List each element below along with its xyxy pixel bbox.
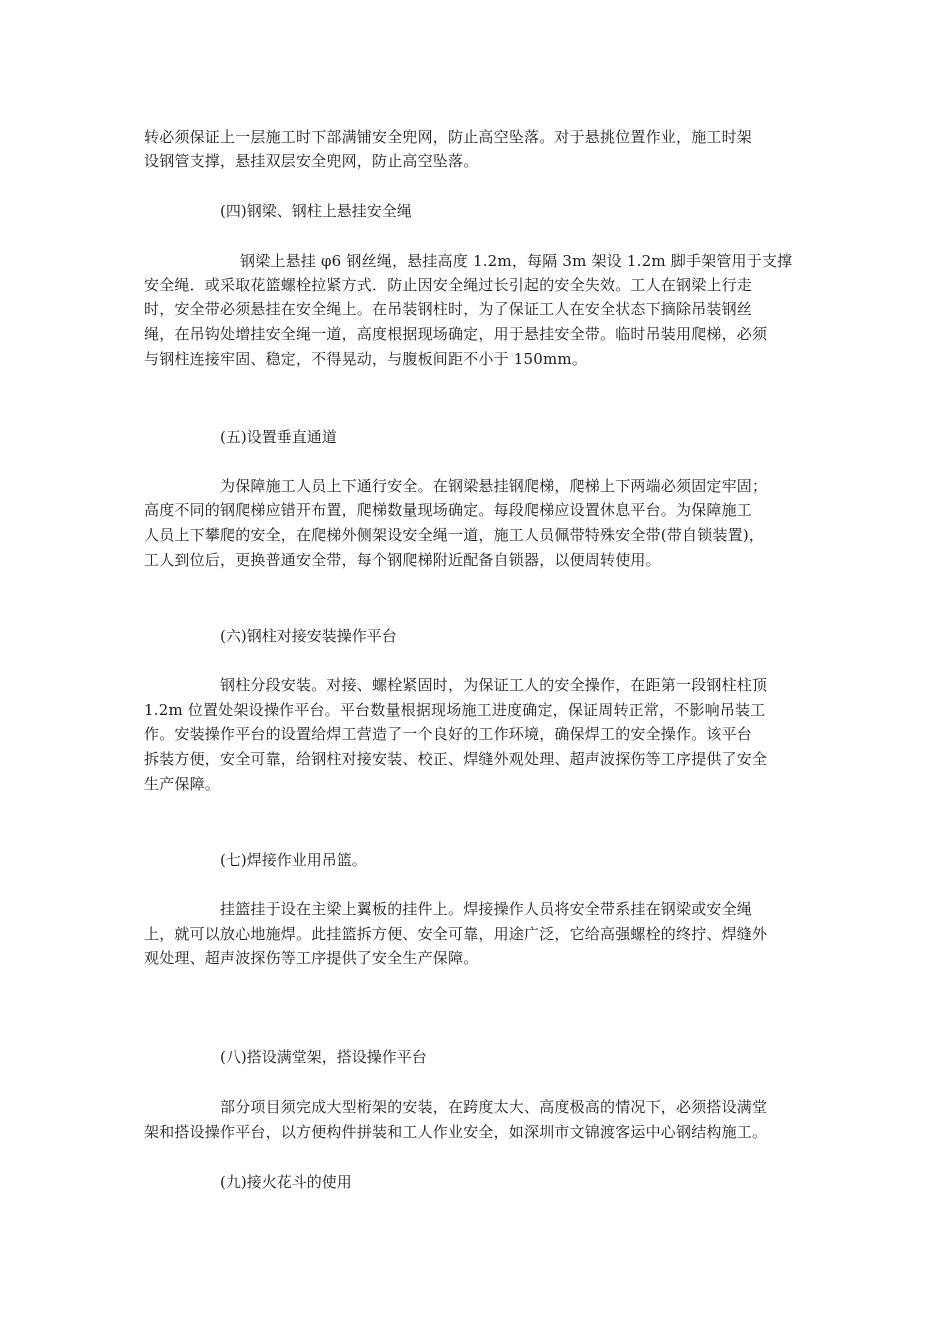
section7-line-1: 挂篮挂于设在主梁上翼板的挂件上。焊接操作人员将安全带系挂在钢梁或安全绳	[220, 900, 753, 918]
intro-line-2: 设钢管支撑，悬挂双层安全兜网，防止高空坠落。	[144, 152, 479, 170]
section-heading-5: (五)设置垂直通道	[220, 428, 337, 446]
section8-line-2: 架和搭设操作平台，以方便构件拼装和工人作业安全，如深圳市文锦渡客运中心钢结构施工。	[144, 1123, 768, 1141]
section7-line-3: 观处理、超声波探伤等工序提供了安全生产保障。	[144, 949, 479, 967]
section8-line-1: 部分项目须完成大型桁架的安装，在跨度太大、高度极高的情况下，必须搭设满堂	[220, 1098, 768, 1116]
section6-line-2: 1.2m 位置处架设操作平台。平台数量根据现场施工进度确定，保证周转正常，不影响吊装工	[144, 701, 766, 719]
section6-line-5: 生产保障。	[144, 775, 221, 793]
section7-line-2: 上，就可以放心地施焊。此挂篮拆方便、安全可靠，用途广泛，它给高强螺栓的终拧、焊缝外	[144, 925, 768, 943]
section6-line-4: 拆装方便，安全可靠，给钢柱对接安装、校正、焊缝外观处理、超声波探伤等工序提供了安全	[144, 750, 768, 768]
section6-line-1: 钢柱分段安装。对接、螺栓紧固时，为保证工人的安全操作，在距第一段钢柱柱顶	[220, 676, 768, 694]
section4-line-1: 钢梁上悬挂 φ6 钢丝绳，悬挂高度 1.2m，每隔 3m 架设 1.2m 脚手架管用于支撑	[240, 252, 793, 270]
section4-line-5: 与钢柱连接牢固、稳定，不得晃动，与腹板间距不小于 150mm。	[144, 350, 588, 368]
section5-line-3: 人员上下攀爬的安全，在爬梯外侧架设安全绳一道，施工人员佩带特殊安全带(带自锁装置)，	[144, 526, 765, 544]
section-heading-7: (七)焊接作业用吊篮。	[220, 851, 367, 869]
section6-line-3: 作。安装操作平台的设置给焊工营造了一个良好的工作环境，确保焊工的安全操作。该平台	[144, 725, 753, 743]
section-heading-9: (九)接火花斗的使用	[220, 1173, 352, 1191]
section-heading-4: (四)钢梁、钢柱上悬挂安全绳	[220, 202, 412, 220]
section-heading-6: (六)钢柱对接安装操作平台	[220, 627, 397, 645]
intro-line-1: 转必须保证上一层施工时下部满铺安全兜网，防止高空坠落。对于悬挑位置作业，施工时架	[144, 128, 753, 146]
section4-line-2: 安全绳．或采取花篮螺栓拉紧方式．防止因安全绳过长引起的安全失效。工人在钢梁上行走	[144, 276, 753, 294]
section-heading-8: (八)搭设满堂架，搭设操作平台	[220, 1048, 427, 1066]
section4-line-4: 绳，在吊钩处增挂安全绳一道，高度根据现场确定，用于悬挂安全带。临时吊装用爬梯，必须	[144, 325, 768, 343]
section5-line-2: 高度不同的钢爬梯应错开布置，爬梯数量现场确定。每段爬梯应设置休息平台。为保障施工	[144, 501, 753, 519]
section5-line-4: 工人到位后，更换普通安全带，每个钢爬梯附近配备自锁器，以便周转使用。	[144, 551, 661, 569]
section5-line-1: 为保障施工人员上下通行安全。在钢梁悬挂钢爬梯，爬梯上下两端必须固定牢固；	[220, 477, 768, 495]
section4-line-3: 时，安全带必须悬挂在安全绳上。在吊装钢柱时，为了保证工人在安全状态下摘除吊装钢丝	[144, 300, 753, 318]
